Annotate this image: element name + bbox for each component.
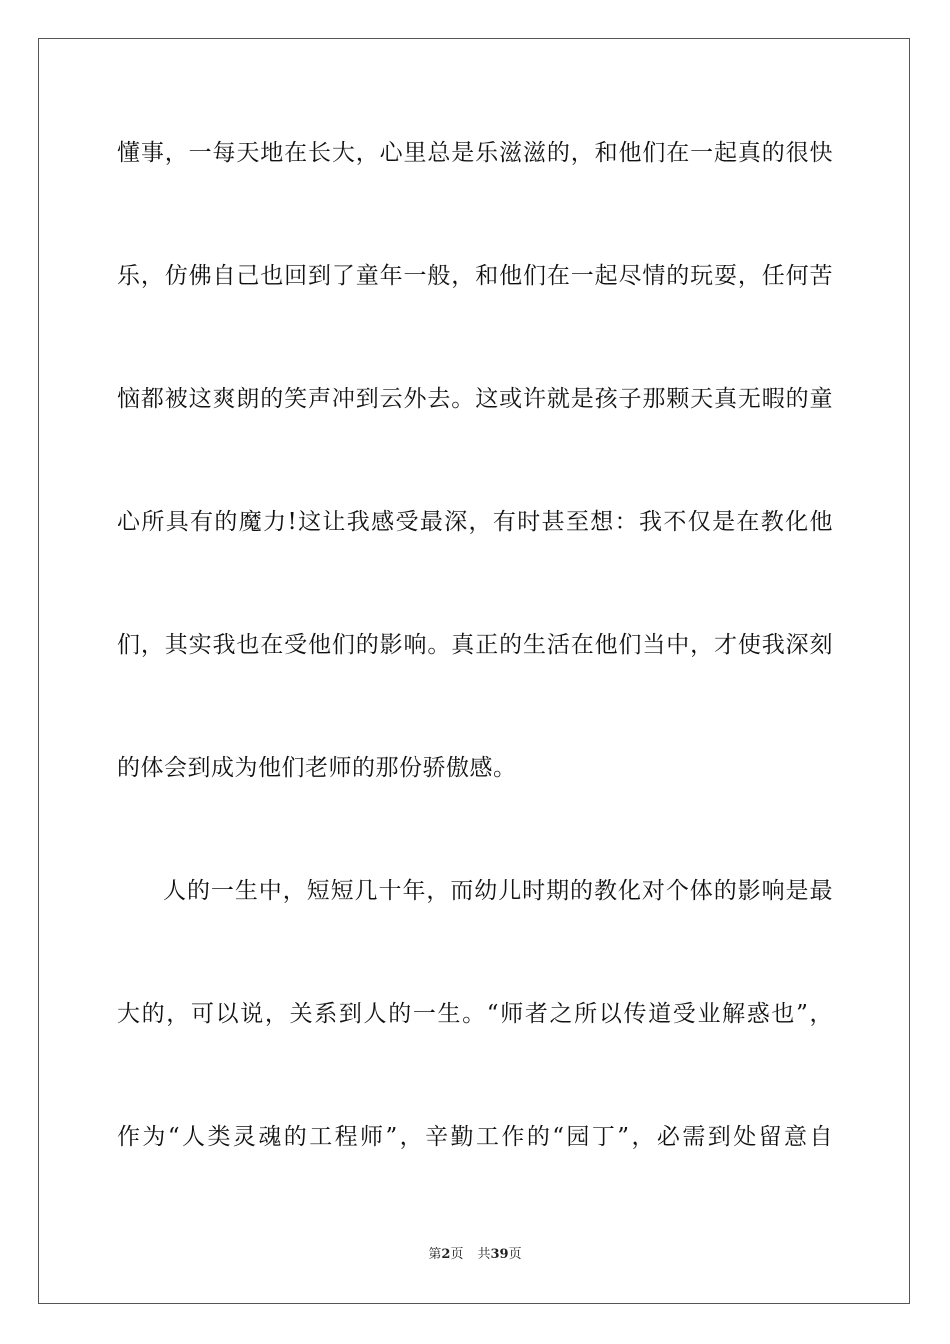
text-line-1: 懂事，一每天地在长大，心里总是乐滋滋的，和他们在一起真的很快 [117, 140, 833, 166]
page-footer [0, 1246, 950, 1264]
text-line-3: 恼都被这爽朗的笑声冲到云外去。这或许就是孩子那颗天真无暇的童 [117, 386, 833, 412]
paragraph-start-line: 人的一生中，短短几十年，而幼儿时期的教化对个体的影响是最 [163, 878, 833, 904]
total-prefix: 共 [477, 1247, 491, 1262]
text-line-8: 大的，可以说，关系到人的一生。“师者之所以传道受业解惑也”， [117, 1001, 833, 1027]
page-prefix: 第 [428, 1247, 442, 1262]
text-line-4: 心所具有的魔力!这让我感受最深，有时甚至想：我不仅是在教化他 [117, 509, 833, 535]
page-border [38, 38, 910, 1304]
total-pages: 39 [490, 1247, 509, 1262]
text-line-9: 作为“人类灵魂的工程师”，辛勤工作的“园丁”，必需到处留意自 [117, 1124, 833, 1150]
page-suffix: 页 [450, 1247, 464, 1262]
text-line-6: 的体会到成为他们老师的那份骄傲感。 [117, 755, 517, 781]
text-line-5: 们，其实我也在受他们的影响。真正的生活在他们当中，才使我深刻 [117, 632, 833, 658]
page-number: 2 [441, 1247, 451, 1262]
total-suffix: 页 [508, 1247, 522, 1262]
text-line-2: 乐，仿佛自己也回到了童年一般，和他们在一起尽情的玩耍，任何苦 [117, 263, 833, 289]
